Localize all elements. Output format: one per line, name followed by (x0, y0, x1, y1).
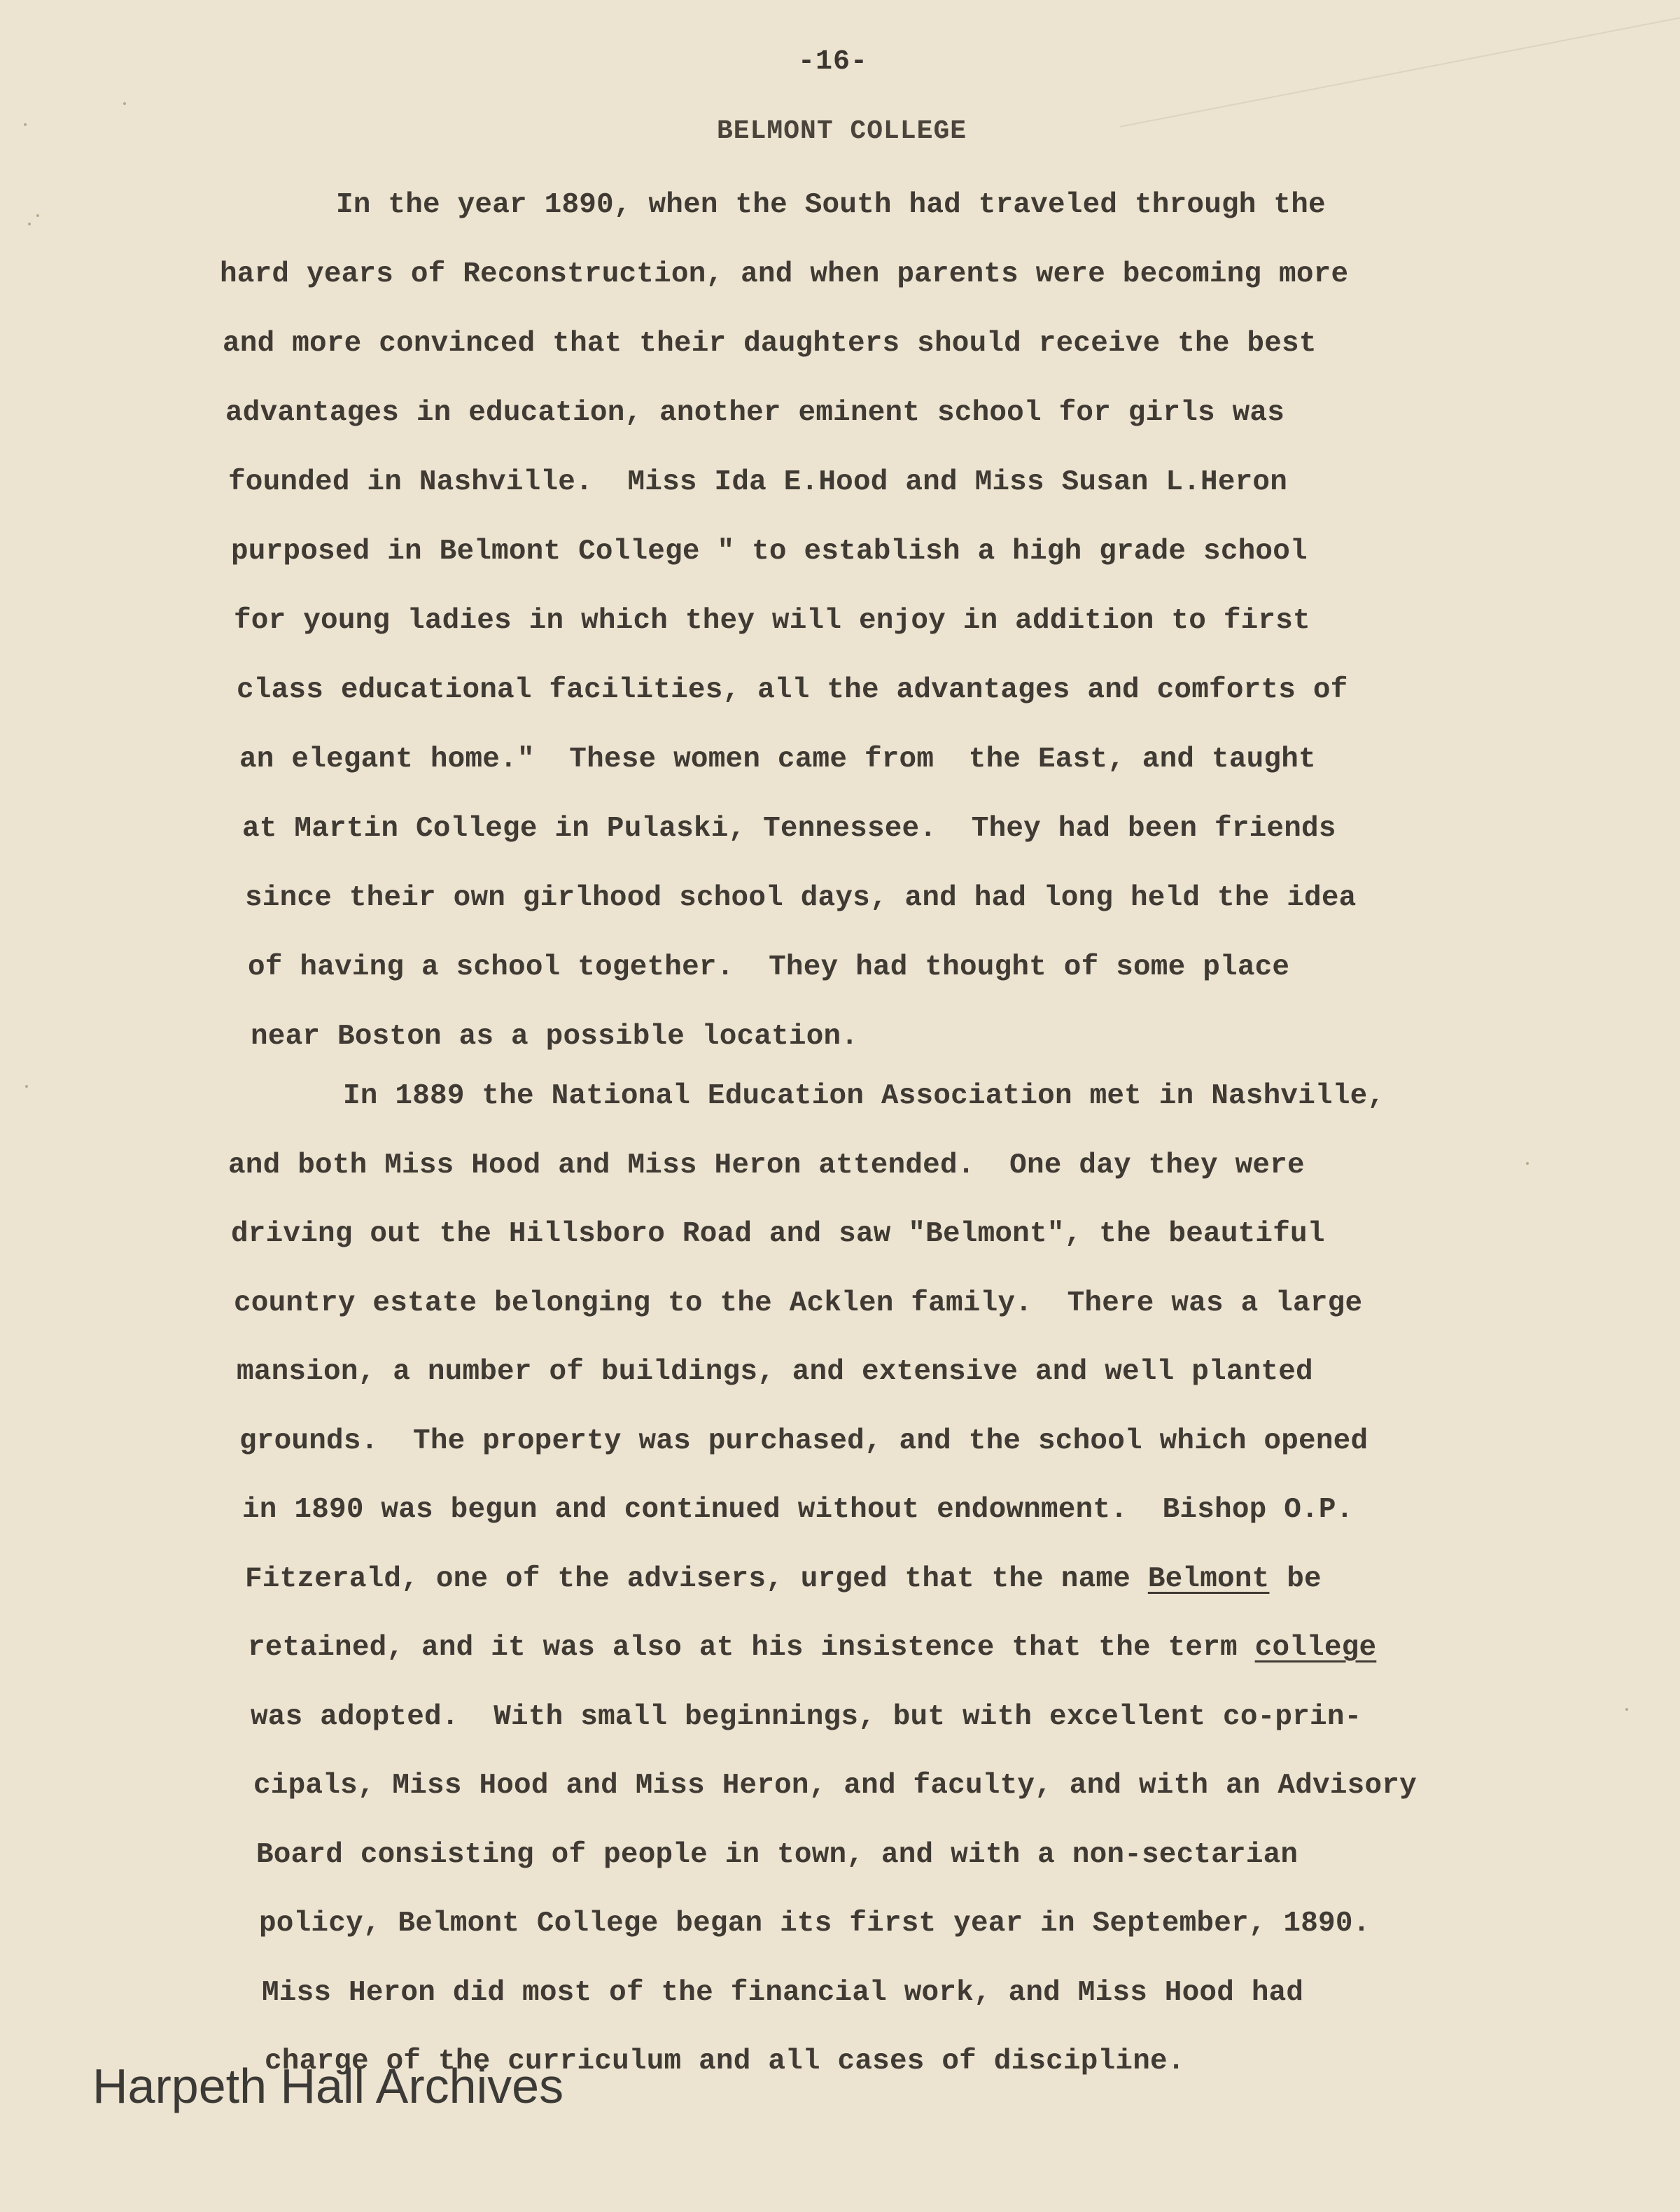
text-segment: charge of the curriculum and all cases of discipline. (265, 2045, 1185, 2078)
paper-speck (123, 102, 126, 105)
text-line (248, 1632, 1376, 1664)
text-segment: and more convinced that their daughters should receive the best (223, 328, 1317, 360)
text-line (336, 189, 1326, 221)
text-line (239, 743, 1316, 776)
text-segment: Miss Heron did most of the financial work, and Miss Hood had (262, 1976, 1304, 2009)
text-segment: policy, Belmont College began its first year in September, 1890. (259, 1907, 1371, 1940)
text-line (228, 1149, 1305, 1182)
text-line (225, 397, 1284, 429)
text-line (248, 951, 1289, 983)
text-segment: country estate belonging to the Acklen family. There was a large (234, 1287, 1363, 1320)
text-segment: hard years of Reconstruction, and when parents were becoming more (220, 258, 1349, 290)
text-segment: be (1269, 1562, 1322, 1595)
text-segment: since their own girlhood school days, and had long held the idea (245, 882, 1357, 914)
text-line (239, 1425, 1368, 1457)
text-line (237, 1356, 1313, 1388)
text-segment: founded in Nashville. Miss Ida E.Hood and Miss Susan L.Heron (228, 466, 1288, 498)
page-number: -16- (798, 46, 869, 78)
text-segment: of having a school together. They had thought of some place (248, 951, 1290, 983)
text-line (259, 1907, 1370, 1940)
underlined-word: college (1254, 1632, 1377, 1664)
text-line (251, 1021, 858, 1053)
text-segment: an elegant home." These women came from the East, and taught (239, 743, 1316, 776)
text-line (242, 813, 1336, 845)
text-segment: at Martin College in Pulaski, Tennessee. They had been friends (242, 813, 1336, 845)
text-segment: retained, and it was also at his insistence that the term (248, 1632, 1255, 1664)
archive-watermark: Harpeth Hall Archives (92, 2059, 564, 2113)
text-segment: driving out the Hillsboro Road and saw "Belmont", the beautiful (231, 1218, 1325, 1250)
text-segment: in 1890 was begun and continued without endownment. Bishop O.P. (242, 1494, 1354, 1526)
text-line (245, 882, 1356, 914)
paper-speck (36, 214, 39, 217)
text-segment: In the year 1890, when the South had traveled through the (336, 189, 1326, 221)
paper-speck (1625, 1708, 1628, 1711)
text-segment: Fitzerald, one of the advisers, urged that the name (245, 1562, 1148, 1595)
text-line (253, 1770, 1417, 1802)
paper-speck (1526, 1162, 1529, 1165)
text-line (234, 1287, 1362, 1320)
text-segment: cipals, Miss Hood and Miss Heron, and faculty, and with an Advisory (253, 1770, 1417, 1802)
paper-speck (25, 1085, 28, 1088)
document-title: BELMONT COLLEGE (717, 116, 967, 146)
text-segment: near Boston as a possible location. (251, 1021, 859, 1053)
text-line (245, 1563, 1322, 1595)
text-line (251, 1701, 1362, 1733)
text-segment: mansion, a number of buildings, and extensive and well planted (237, 1356, 1313, 1388)
paper-speck (28, 223, 31, 225)
text-segment: class educational facilities, all the advantages and comforts of (237, 674, 1348, 706)
text-segment: was adopted. With small beginnings, but with excellent co-prin- (251, 1700, 1362, 1733)
text-segment: purposed in Belmont College " to establish a high grade school (231, 536, 1308, 568)
text-segment: In 1889 the National Education Association met in Nashville, (343, 1080, 1385, 1112)
text-line (242, 1494, 1353, 1526)
text-segment: Board consisting of people in town, and with a non-sectarian (256, 1838, 1298, 1871)
text-line (343, 1080, 1385, 1112)
text-line (223, 328, 1317, 360)
text-segment: grounds. The property was purchased, and the school which opened (239, 1424, 1368, 1457)
text-line (220, 258, 1348, 290)
text-line (237, 674, 1348, 706)
text-line (256, 1839, 1298, 1871)
paper-speck (24, 123, 27, 126)
text-segment: for young ladies in which they will enjoy in addition to first (234, 605, 1310, 637)
text-line (231, 536, 1308, 568)
text-line (262, 1977, 1303, 2009)
text-segment: advantages in education, another eminent school for girls was (225, 397, 1285, 429)
paper-crease (1120, 17, 1680, 127)
text-line (228, 466, 1287, 498)
text-segment: and both Miss Hood and Miss Heron attended. One day they were (228, 1149, 1305, 1182)
underlined-word: Belmont (1147, 1562, 1270, 1595)
text-line (231, 1218, 1325, 1250)
text-line (234, 605, 1310, 637)
